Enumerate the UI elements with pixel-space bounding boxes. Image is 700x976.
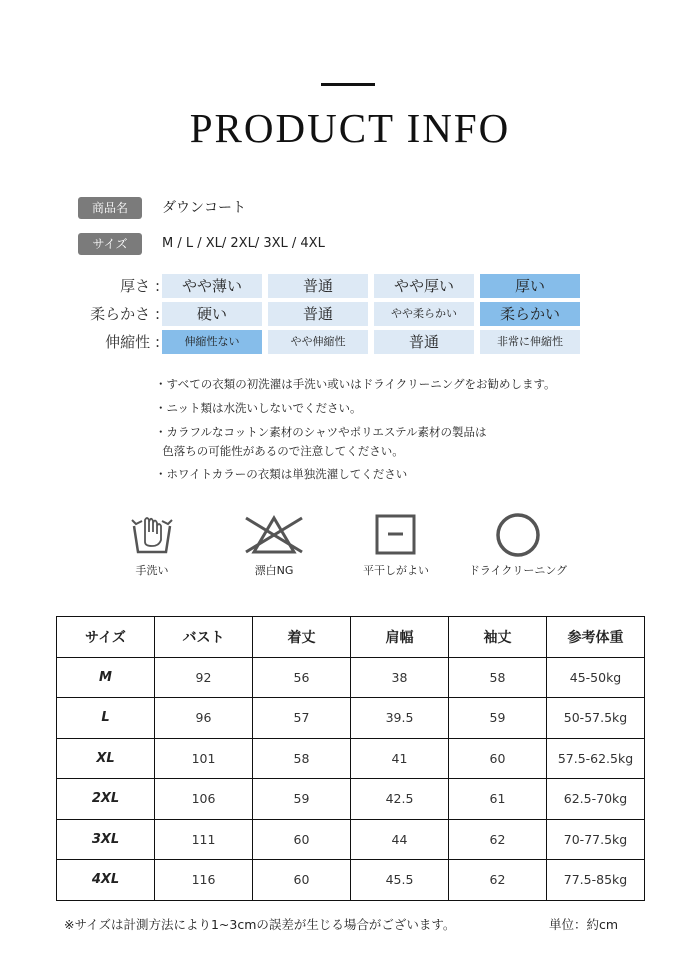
size-cell: M bbox=[57, 657, 155, 698]
title-accent-bar bbox=[321, 83, 375, 86]
table-cell: 38 bbox=[351, 657, 449, 698]
size-value: M / L / XL/ 2XL/ 3XL / 4XL bbox=[162, 236, 325, 251]
unit-note: 単位：約cm bbox=[549, 917, 619, 932]
rating-option: 非常に伸縮性 bbox=[480, 330, 580, 354]
care-note: ・カラフルなコットン素材のシャツやポリエステル素材の製品は bbox=[155, 425, 487, 439]
table-cell: 70-77.5kg bbox=[547, 819, 645, 860]
column-header: 参考体重 bbox=[547, 617, 645, 658]
table-cell: 56 bbox=[253, 657, 351, 698]
table-header-row bbox=[57, 617, 645, 658]
rating-option: 普通 bbox=[268, 274, 368, 298]
table-cell: 59 bbox=[449, 698, 547, 739]
table-cell: 101 bbox=[155, 738, 253, 779]
size-disclaimer: ※サイズは計測方法により1~3cmの誤差が生じる場合がございます。 bbox=[64, 917, 456, 932]
size-cell: 3XL bbox=[57, 819, 155, 860]
rating-option-selected: 伸縮性ない bbox=[162, 330, 262, 354]
rating-option: 硬い bbox=[162, 302, 262, 326]
rating-option: やや厚い bbox=[374, 274, 474, 298]
size-tag: サイズ bbox=[78, 233, 142, 255]
care-item-no-bleach bbox=[214, 512, 334, 578]
care-label: ドライクリーニング bbox=[468, 564, 568, 577]
table-row bbox=[57, 698, 645, 739]
table-cell: 60 bbox=[449, 738, 547, 779]
table-cell: 116 bbox=[155, 860, 253, 901]
rating-option: 普通 bbox=[374, 330, 474, 354]
table-cell: 57.5-62.5kg bbox=[547, 738, 645, 779]
care-label: 漂白NG bbox=[254, 564, 294, 577]
dry-clean-icon bbox=[495, 512, 541, 558]
table-cell: 45.5 bbox=[351, 860, 449, 901]
care-item-dry-clean bbox=[458, 512, 578, 578]
table-cell: 60 bbox=[253, 819, 351, 860]
rating-option: やや薄い bbox=[162, 274, 262, 298]
no-bleach-icon bbox=[242, 512, 306, 556]
flat-dry-icon bbox=[374, 512, 418, 556]
table-cell: 44 bbox=[351, 819, 449, 860]
table-cell: 96 bbox=[155, 698, 253, 739]
size-cell: XL bbox=[57, 738, 155, 779]
care-item-hand-wash bbox=[92, 512, 212, 578]
table-cell: 62 bbox=[449, 860, 547, 901]
hand-wash-icon bbox=[128, 512, 176, 556]
table-cell: 41 bbox=[351, 738, 449, 779]
rating-label-stretch: 伸縮性 : bbox=[105, 333, 160, 351]
table-cell: 59 bbox=[253, 779, 351, 820]
table-cell: 106 bbox=[155, 779, 253, 820]
table-cell: 111 bbox=[155, 819, 253, 860]
table-cell: 58 bbox=[253, 738, 351, 779]
table-row bbox=[57, 819, 645, 860]
table-cell: 62.5-70kg bbox=[547, 779, 645, 820]
size-table bbox=[56, 616, 645, 901]
table-cell: 61 bbox=[449, 779, 547, 820]
table-cell: 50-57.5kg bbox=[547, 698, 645, 739]
table-row bbox=[57, 860, 645, 901]
rating-label-thickness: 厚さ : bbox=[120, 277, 160, 295]
rating-option-selected: 厚い bbox=[480, 274, 580, 298]
rating-label-softness: 柔らかさ : bbox=[90, 305, 160, 323]
table-row bbox=[57, 738, 645, 779]
column-header: サイズ bbox=[57, 617, 155, 658]
column-header: 着丈 bbox=[253, 617, 351, 658]
table-cell: 57 bbox=[253, 698, 351, 739]
table-cell: 58 bbox=[449, 657, 547, 698]
rating-option-selected: 柔らかい bbox=[480, 302, 580, 326]
page-title: PRODUCT INFO bbox=[189, 105, 511, 151]
table-cell: 92 bbox=[155, 657, 253, 698]
care-item-flat-dry bbox=[336, 512, 456, 578]
column-header: バスト bbox=[155, 617, 253, 658]
rating-option: やや柔らかい bbox=[374, 302, 474, 326]
product-name-value: ダウンコート bbox=[162, 200, 246, 216]
table-row bbox=[57, 657, 645, 698]
care-note: 色落ちの可能性があるので注意してください。 bbox=[155, 444, 404, 458]
table-row bbox=[57, 779, 645, 820]
table-cell: 45-50kg bbox=[547, 657, 645, 698]
product-name-tag: 商品名 bbox=[78, 197, 142, 219]
size-cell: 2XL bbox=[57, 779, 155, 820]
rating-option: 普通 bbox=[268, 302, 368, 326]
care-note: ・ニット類は水洗いしないでください。 bbox=[155, 401, 362, 415]
size-cell: L bbox=[57, 698, 155, 739]
table-cell: 77.5-85kg bbox=[547, 860, 645, 901]
care-label: 手洗い bbox=[135, 564, 169, 577]
table-cell: 42.5 bbox=[351, 779, 449, 820]
column-header: 袖丈 bbox=[449, 617, 547, 658]
care-label: 平干しがよい bbox=[363, 564, 429, 577]
size-cell: 4XL bbox=[57, 860, 155, 901]
column-header: 肩幅 bbox=[351, 617, 449, 658]
table-cell: 62 bbox=[449, 819, 547, 860]
care-note: ・すべての衣類の初洗濯は手洗い或いはドライクリーニングをお勧めします。 bbox=[155, 377, 556, 391]
table-cell: 60 bbox=[253, 860, 351, 901]
table-cell: 39.5 bbox=[351, 698, 449, 739]
care-note: ・ホワイトカラーの衣類は単独洗濯してください bbox=[155, 467, 408, 481]
rating-option: やや伸縮性 bbox=[268, 330, 368, 354]
